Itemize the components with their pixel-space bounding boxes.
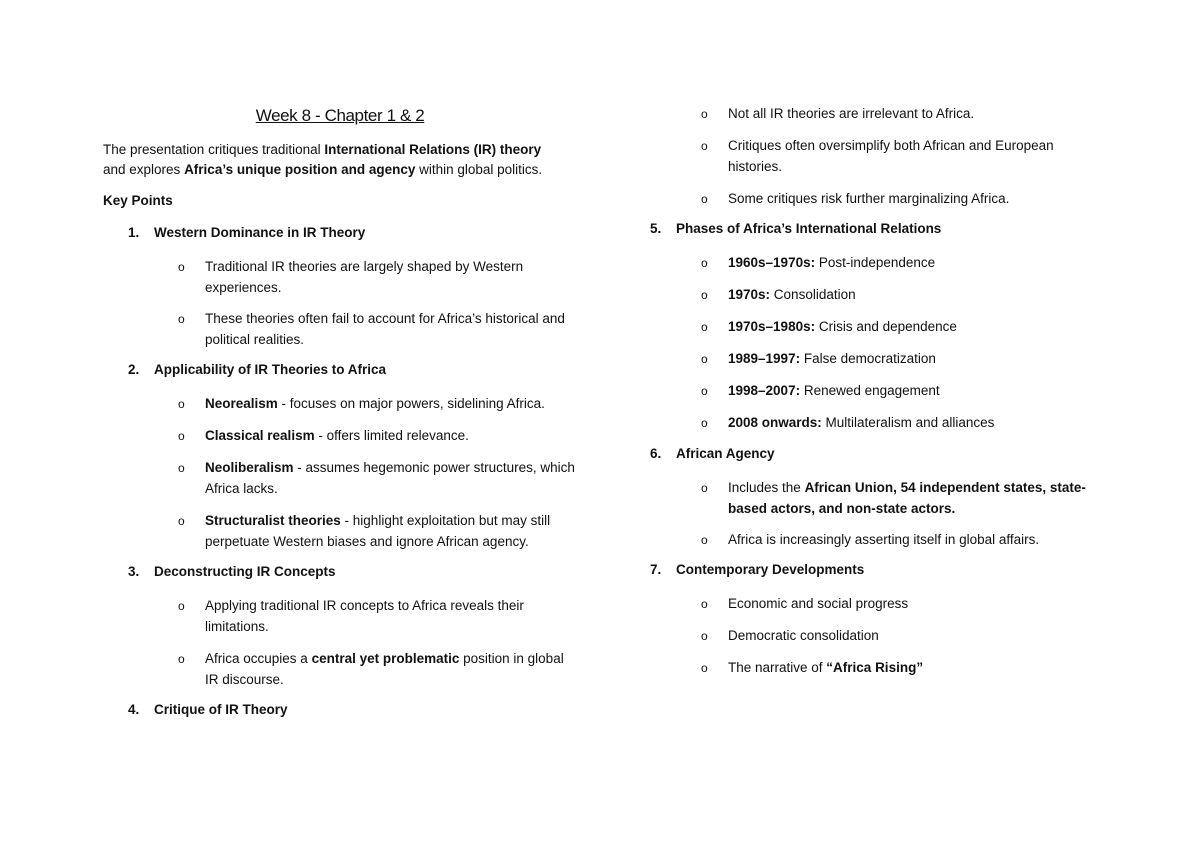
intro-bold-africa: Africa’s unique position and agency [184, 162, 416, 177]
key-points-heading: Key Points [103, 193, 173, 208]
list-item-text: - offers limited relevance. [314, 428, 469, 443]
list-item-text: Critiques often oversimplify both African and European histories. [728, 138, 1054, 174]
intro-text: within global politics. [415, 162, 543, 177]
list-item-bold: central yet problematic [311, 651, 460, 666]
bullet-icon: o [178, 599, 185, 613]
section-heading [128, 564, 336, 579]
section-number: 2. [128, 362, 140, 377]
bullet-icon: o [701, 352, 708, 366]
list-item [701, 626, 1108, 647]
section-heading [128, 702, 288, 717]
list-item-bold: Neoliberalism [205, 460, 294, 475]
list-item-text: Some critiques risk further marginalizing Africa. [728, 191, 1010, 206]
list-item-text: Renewed engagement [800, 383, 940, 398]
list-item-text: The narrative of [728, 660, 827, 675]
bullet-icon: o [701, 416, 708, 430]
bullet-icon: o [178, 397, 185, 411]
list-item-text: These theories often fail to account for Africa’s historical and political realities. [205, 311, 565, 347]
list-item [178, 426, 605, 447]
section-heading [128, 225, 365, 240]
list-item-text: Crisis and dependence [815, 319, 957, 334]
bullet-icon: o [701, 320, 708, 334]
list-item [701, 349, 1108, 370]
list-item [701, 317, 1108, 338]
list-item-text: Multilateralism and alliances [821, 415, 995, 430]
list-item [701, 381, 1108, 402]
list-item-text: Africa is increasingly asserting itself in global affairs. [728, 532, 1040, 547]
section-title: African Agency [676, 446, 775, 461]
list-item-text: Includes the [728, 480, 805, 495]
intro-text: and explores [103, 162, 185, 177]
list-item [701, 136, 1098, 177]
section-title: Critique of IR Theory [154, 702, 288, 717]
list-item-bold: 1998–2007: [728, 383, 801, 398]
list-item [701, 189, 1108, 210]
bullet-icon: o [701, 661, 708, 675]
list-item-bold: Classical realism [205, 428, 315, 443]
list-item [701, 285, 1108, 306]
section-heading [128, 362, 386, 377]
bullet-icon: o [701, 533, 708, 547]
list-item-text: Democratic consolidation [728, 628, 879, 643]
bullet-icon: o [701, 192, 708, 206]
bullet-icon: o [701, 597, 708, 611]
bullet-icon: o [178, 652, 185, 666]
list-item-text: position in global IR discourse. [205, 651, 564, 687]
section-number: 6. [650, 446, 662, 461]
bullet-icon: o [701, 384, 708, 398]
section-number: 4. [128, 702, 140, 717]
list-item [178, 309, 585, 350]
list-item-bold: Neorealism [205, 396, 278, 411]
list-item-bold: 1970s: [728, 287, 771, 302]
list-item-text: - focuses on major powers, sidelining Africa. [277, 396, 545, 411]
list-item-bold: 1989–1997: [728, 351, 801, 366]
section-title: Applicability of IR Theories to Africa [154, 362, 387, 377]
bullet-icon: o [178, 461, 185, 475]
bullet-icon: o [701, 107, 708, 121]
bullet-icon: o [178, 260, 185, 274]
list-item-bold: “Africa Rising” [826, 660, 924, 675]
section-number: 3. [128, 564, 140, 579]
bullet-icon: o [701, 139, 708, 153]
section-heading [650, 221, 941, 236]
list-item-text: - highlight exploitation but may still perpetuate Western biases and ignore African agency. [205, 513, 551, 549]
list-item-text: Africa occupies a [205, 651, 312, 666]
list-item-text: Not all IR theories are irrelevant to Africa. [728, 106, 975, 121]
list-item-text: Consolidation [770, 287, 856, 302]
list-item-text: Applying traditional IR concepts to Africa reveals their limitations. [205, 598, 524, 634]
section-title: Western Dominance in IR Theory [154, 225, 366, 240]
bullet-icon: o [701, 256, 708, 270]
list-item [178, 511, 585, 552]
intro-paragraph [103, 140, 603, 180]
list-item [178, 394, 605, 415]
list-item-bold: African Union, 54 independent states, state-based actors, and non-state actors. [728, 480, 1086, 516]
bullet-icon: o [178, 312, 185, 326]
list-item [701, 594, 1108, 615]
section-heading [650, 562, 864, 577]
list-item-text: Post-independence [815, 255, 936, 270]
section-title: Deconstructing IR Concepts [154, 564, 336, 579]
bullet-icon: o [178, 429, 185, 443]
list-item-bold: 1970s–1980s: [728, 319, 816, 334]
list-item [178, 649, 575, 690]
bullet-icon: o [178, 514, 185, 528]
list-item-bold: 2008 onwards: [728, 415, 822, 430]
list-item [701, 413, 1108, 434]
section-title: Contemporary Developments [676, 562, 865, 577]
list-item [178, 596, 575, 637]
page-title: Week 8 - Chapter 1 & 2 [255, 106, 425, 125]
bullet-icon: o [701, 481, 708, 495]
section-number: 1. [128, 225, 140, 240]
section-title: Phases of Africa’s International Relations [676, 221, 942, 236]
list-item [178, 257, 575, 298]
list-item-text: False democratization [800, 351, 936, 366]
list-item [178, 458, 575, 499]
list-item-text: - assumes hegemonic power structures, which Africa lacks. [205, 460, 575, 496]
section-number: 7. [650, 562, 662, 577]
list-item-bold: 1960s–1970s: [728, 255, 816, 270]
list-item [701, 253, 1108, 274]
section-heading [650, 446, 775, 461]
list-item-text: Traditional IR theories are largely shaped by Western experiences. [205, 259, 524, 295]
intro-bold-ir: International Relations (IR) theory [324, 142, 542, 157]
list-item-bold: Structuralist theories [205, 513, 341, 528]
list-item [701, 658, 1108, 679]
list-item [701, 104, 1108, 125]
bullet-icon: o [701, 288, 708, 302]
section-number: 5. [650, 221, 662, 236]
list-item [701, 530, 1128, 551]
intro-text: The presentation critiques traditional [103, 142, 325, 157]
list-item-text: Economic and social progress [728, 596, 909, 611]
list-item [701, 478, 1108, 519]
bullet-icon: o [701, 629, 708, 643]
